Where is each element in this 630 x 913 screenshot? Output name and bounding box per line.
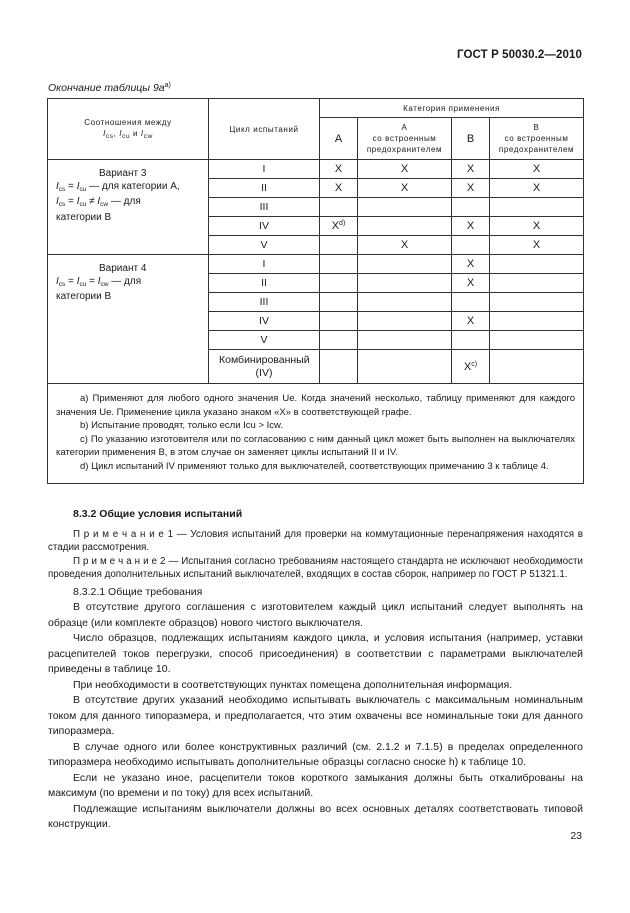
page-number: 23 [570,830,582,842]
note-2: П р и м е ч а н и е 2 — Испытания согласно требованиям настоящего стандарта не исключают необходимости проведения дополнительных испытаний выключателей, входящих в состав сборок, например по ГОСТ Р 51321.1. [48,555,583,580]
paragraph-2: Число образцов, подлежащих испытаниям каждого цикла, и условия испытания (например, уставки расцепителей токов перегрузки, способ присоединения) в соответствии с параметрами выключателей приведены в таблице 10. [48,632,583,675]
table-row: III [48,198,584,217]
variant3-line3: категории В [56,211,112,223]
table-caption: Окончание таблицы $9а^{a)}$ [48,82,171,94]
variant3-line1: $I_{cs} = I_{cu}$ — для категории А, [56,180,180,193]
paragraph-7: Подлежащие испытаниям выключатели должны во всех основных деталях соответствовать типовой конструкции. [48,802,583,830]
footnote-b: b) Испытание проводят, только если Icu > Icw. [80,420,284,431]
table-row: V [48,331,584,350]
cat-b-header: В [452,118,490,160]
table-footnotes-row [48,384,584,484]
variant3-line2: $I_{cs} = I_{cu} \ne I_{cw}$ — для [56,196,141,208]
table-row: III [48,293,584,312]
paragraph-4: В отсутствие других указаний необходимо испытывать выключатель с максимальным номинальным током для данного типоразмера, и предполагается, что этим охвачены все номинальные токи для данного типоразмера. [48,694,583,737]
category-header: Категория применения [320,99,584,118]
ratio-header-sub: $I_{cs}$, $I_{cu}$ и $I_{cw}$ [103,128,153,140]
paragraph-5: В случае одного или более конструктивных различий (см. 2.1.2 и 7.1.5) в пределах определенного типоразмера необходимо испытывать дополнительные образцы согласно сноске h) к таблице 10. [48,740,583,768]
cycle-header: Цикл испытаний [209,99,320,160]
paragraph-6: Если не указано иное, расцепители токов короткого замыкания должны быть откалиброваны на максимум (по времени и по току) для всех испытаний. [48,771,583,799]
variant4-line1: $I_{cs} = I_{cu} = I_{cw}$ — для [56,275,142,288]
cat-a-header: А [320,118,358,160]
table-row: II X [48,274,584,293]
footnote-c: c) По указанию изготовителя или по согласованию с ним данный цикл может быть выполнен на выключателях категории применения В, в этом случае он заменяет циклы испытаний II и IV. [56,433,576,458]
standard-header: ГОСТ Р 50030.2—2010 [457,49,582,61]
ratio-header-cell [48,99,209,160]
footnote-d: d) Цикл испытаний IV применяют только для выключателей, соответствующих примечанию 3 к таблице 4. [80,460,549,472]
table-row: IV X$^{d)}$ X X [48,217,584,236]
cat-b-fused-header: В со встроенным предохранителем [490,118,584,160]
section-heading: 8.3.2 Общие условия испытаний [73,508,243,520]
paragraph-3: При необходимости в соответствующих пунктах помещена дополнительная информация. [73,678,513,691]
test-cycle-table [47,98,584,484]
table-row: Вариант 4 $I_{cs} = I_{cu} = I_{cw}$ — для категории В I X [48,255,584,274]
variant4-cell: Вариант 4 $I_{cs} = I_{cu} = I_{cw}$ — для категории В [48,255,209,384]
table-row: Комбинированный (IV) X$^{c)}$ [48,350,584,384]
table-row: IV X [48,312,584,331]
note-1: П р и м е ч а н и е 1 — Условия испытаний для проверки на коммутационные перенапряжения находятся в стадии рассмотрения. [48,528,583,553]
paragraph-1: В отсутствие другого соглашения с изготовителем каждый цикл испытаний следует выполнять на образце (или комплекте образцов) нового чистого выключателя. [48,601,583,629]
ratio-header: Соотношения между [84,117,172,127]
table-footnotes [48,384,584,484]
footnote-a: a) Применяют для любого одного значения Ue. Когда значений несколько, таблицу применяют для каждого значения Ue. Применение цикла указано знаком «X» в соответствующей графе. [56,393,576,418]
table-row: Вариант 3 $I_{cs} = I_{cu}$ — для категории А, $I_{cs} = I_{cu} \ne I_{cw}$ — для категории В I X X X X [48,160,584,179]
section-body [48,507,583,833]
table-row: V X X [48,236,584,255]
variant3-cell: Вариант 3 $I_{cs} = I_{cu}$ — для категории А, $I_{cs} = I_{cu} \ne I_{cw}$ — для категории В [48,160,209,255]
variant4-line2: категории В [56,291,112,302]
table-row: II X X X X [48,179,584,198]
sub-heading: 8.3.2.1 Общие требования [73,585,203,598]
cat-a-fused-header: А со встроенным предохранителем [358,118,452,160]
